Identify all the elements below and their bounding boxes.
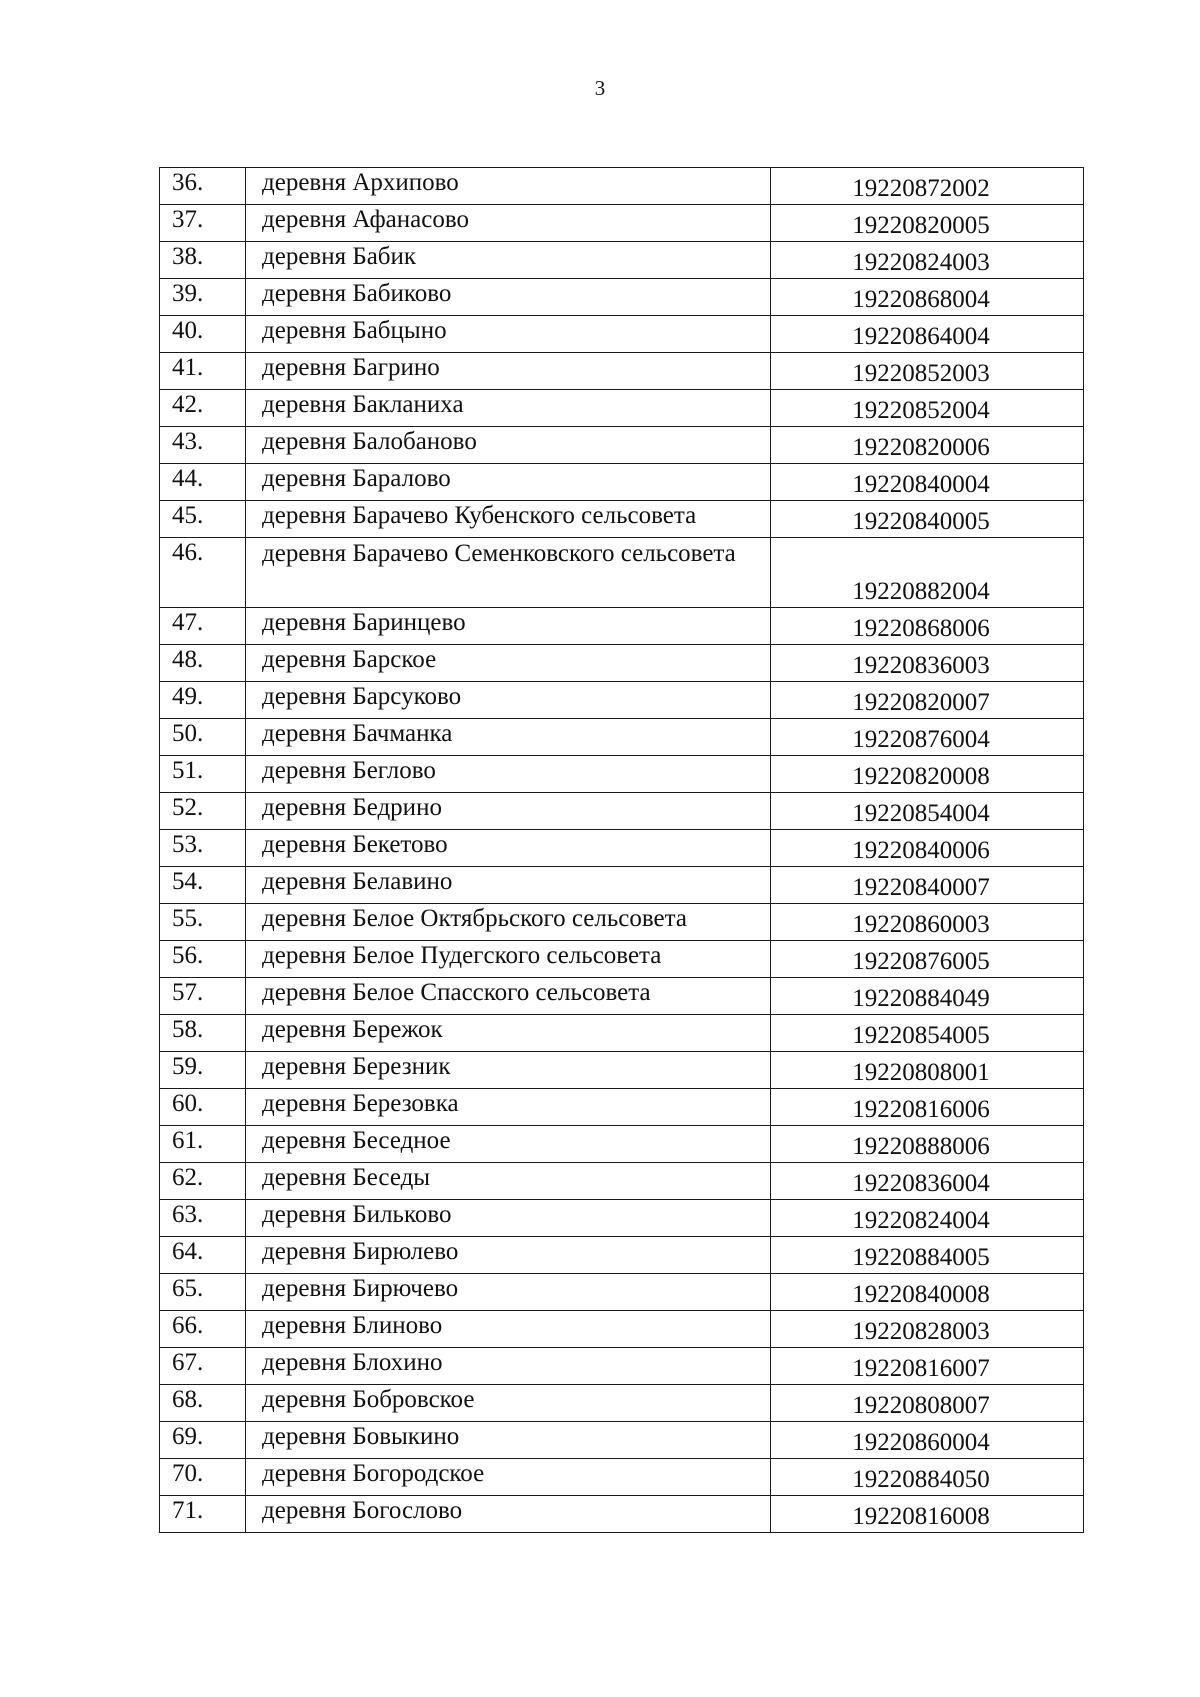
page-number: 3 <box>594 76 606 100</box>
okato-code-cell: 19220860003 <box>771 904 1084 941</box>
okato-code-cell: 19220840008 <box>771 1274 1084 1311</box>
table-row <box>160 756 1084 793</box>
settlement-name-cell: деревня Блохино <box>246 1348 771 1385</box>
settlement-name-cell: деревня Бабцыно <box>246 316 771 353</box>
table-row <box>160 242 1084 279</box>
settlement-name-cell: деревня Барсуково <box>246 682 771 719</box>
okato-code-cell: 19220854005 <box>771 1015 1084 1052</box>
row-number-cell: 59. <box>160 1052 246 1089</box>
row-number-cell: 63. <box>160 1200 246 1237</box>
row-number-cell: 42. <box>160 390 246 427</box>
row-number-cell: 66. <box>160 1311 246 1348</box>
settlement-name-cell: деревня Барское <box>246 645 771 682</box>
table-row <box>160 1459 1084 1496</box>
okato-code-cell: 19220884050 <box>771 1459 1084 1496</box>
table-row <box>160 867 1084 904</box>
table-row <box>160 1496 1084 1533</box>
table-row <box>160 279 1084 316</box>
row-number-cell: 40. <box>160 316 246 353</box>
okato-code-cell: 19220816008 <box>771 1496 1084 1533</box>
okato-code-cell: 19220820008 <box>771 756 1084 793</box>
settlement-table <box>159 167 1084 1533</box>
row-number-cell: 41. <box>160 353 246 390</box>
settlement-name-cell: деревня Богослово <box>246 1496 771 1533</box>
row-number-cell: 44. <box>160 464 246 501</box>
row-number-cell: 45. <box>160 501 246 538</box>
settlement-name-cell: деревня Бережок <box>246 1015 771 1052</box>
settlement-name-cell: деревня Бобровское <box>246 1385 771 1422</box>
settlement-name-cell: деревня Березовка <box>246 1089 771 1126</box>
row-number-cell: 46. <box>160 538 246 608</box>
row-number-cell: 60. <box>160 1089 246 1126</box>
row-number-cell: 68. <box>160 1385 246 1422</box>
okato-code-cell: 19220876004 <box>771 719 1084 756</box>
okato-code-cell: 19220824004 <box>771 1200 1084 1237</box>
row-number-cell: 52. <box>160 793 246 830</box>
table-row <box>160 427 1084 464</box>
okato-code-cell: 19220868004 <box>771 279 1084 316</box>
settlement-name-cell: деревня Бекетово <box>246 830 771 867</box>
table-row <box>160 464 1084 501</box>
settlement-name-cell: деревня Бачманка <box>246 719 771 756</box>
table-row <box>160 1422 1084 1459</box>
table-row <box>160 501 1084 538</box>
settlement-name-cell: деревня Беседное <box>246 1126 771 1163</box>
settlement-name-cell: деревня Белавино <box>246 867 771 904</box>
row-number-cell: 65. <box>160 1274 246 1311</box>
table-row <box>160 978 1084 1015</box>
row-number-cell: 58. <box>160 1015 246 1052</box>
okato-code-cell: 19220816006 <box>771 1089 1084 1126</box>
okato-code-cell: 19220884005 <box>771 1237 1084 1274</box>
okato-code-cell: 19220868006 <box>771 608 1084 645</box>
row-number-cell: 55. <box>160 904 246 941</box>
okato-code-cell: 19220840007 <box>771 867 1084 904</box>
okato-code-cell: 19220840005 <box>771 501 1084 538</box>
table-row <box>160 1052 1084 1089</box>
row-number-cell: 56. <box>160 941 246 978</box>
settlement-name-cell: деревня Блиново <box>246 1311 771 1348</box>
settlement-name-cell: деревня Бабиково <box>246 279 771 316</box>
table-row <box>160 316 1084 353</box>
okato-code-cell: 19220836003 <box>771 645 1084 682</box>
okato-code-cell: 19220854004 <box>771 793 1084 830</box>
row-number-cell: 51. <box>160 756 246 793</box>
row-number-cell: 67. <box>160 1348 246 1385</box>
okato-code-cell: 19220852004 <box>771 390 1084 427</box>
okato-code-cell: 19220852003 <box>771 353 1084 390</box>
row-number-cell: 38. <box>160 242 246 279</box>
row-number-cell: 48. <box>160 645 246 682</box>
row-number-cell: 39. <box>160 279 246 316</box>
table-row <box>160 1163 1084 1200</box>
okato-code-cell: 19220884049 <box>771 978 1084 1015</box>
settlement-name-cell: деревня Бабик <box>246 242 771 279</box>
okato-code-cell: 19220808007 <box>771 1385 1084 1422</box>
row-number-cell: 69. <box>160 1422 246 1459</box>
table-row <box>160 205 1084 242</box>
row-number-cell: 50. <box>160 719 246 756</box>
table-row <box>160 830 1084 867</box>
settlement-name-cell: деревня Бовыкино <box>246 1422 771 1459</box>
settlement-name-cell: деревня Бильково <box>246 1200 771 1237</box>
table-row <box>160 1348 1084 1385</box>
okato-code-cell: 19220888006 <box>771 1126 1084 1163</box>
settlement-name-cell: деревня Баралово <box>246 464 771 501</box>
row-number-cell: 37. <box>160 205 246 242</box>
settlement-name-cell: деревня Багрино <box>246 353 771 390</box>
settlement-name-cell: деревня Бирючево <box>246 1274 771 1311</box>
row-number-cell: 43. <box>160 427 246 464</box>
row-number-cell: 47. <box>160 608 246 645</box>
okato-code-cell: 19220824003 <box>771 242 1084 279</box>
settlement-name-cell: деревня Березник <box>246 1052 771 1089</box>
okato-code-cell: 19220860004 <box>771 1422 1084 1459</box>
okato-code-cell: 19220820006 <box>771 427 1084 464</box>
table-row <box>160 682 1084 719</box>
row-number-cell: 71. <box>160 1496 246 1533</box>
okato-code-cell: 19220820005 <box>771 205 1084 242</box>
okato-code-cell: 19220808001 <box>771 1052 1084 1089</box>
row-number-cell: 57. <box>160 978 246 1015</box>
table-row <box>160 353 1084 390</box>
row-number-cell: 64. <box>160 1237 246 1274</box>
okato-code-cell: 19220836004 <box>771 1163 1084 1200</box>
row-number-cell: 70. <box>160 1459 246 1496</box>
settlement-table-body <box>160 168 1084 1533</box>
table-row <box>160 1015 1084 1052</box>
okato-code-cell: 19220840004 <box>771 464 1084 501</box>
okato-code-cell: 19220828003 <box>771 1311 1084 1348</box>
table-row <box>160 1385 1084 1422</box>
okato-code-cell: 19220882004 <box>771 538 1084 608</box>
row-number-cell: 36. <box>160 168 246 205</box>
row-number-cell: 62. <box>160 1163 246 1200</box>
settlement-name-cell: деревня Балобаново <box>246 427 771 464</box>
okato-code-cell: 19220816007 <box>771 1348 1084 1385</box>
okato-code-cell: 19220840006 <box>771 830 1084 867</box>
settlement-name-cell: деревня Беседы <box>246 1163 771 1200</box>
okato-code-cell: 19220876005 <box>771 941 1084 978</box>
table-row <box>160 1311 1084 1348</box>
table-row <box>160 793 1084 830</box>
row-number-cell: 53. <box>160 830 246 867</box>
table-row <box>160 608 1084 645</box>
okato-code-cell: 19220864004 <box>771 316 1084 353</box>
table-row <box>160 1237 1084 1274</box>
table-row <box>160 390 1084 427</box>
settlement-name-cell: деревня Афанасово <box>246 205 771 242</box>
table-row <box>160 1126 1084 1163</box>
settlement-name-cell: деревня Белое Октябрьского сельсовета <box>246 904 771 941</box>
settlement-name-cell: деревня Бирюлево <box>246 1237 771 1274</box>
settlement-name-cell: деревня Барачево Кубенского сельсовета <box>246 501 771 538</box>
settlement-name-cell: деревня Бедрино <box>246 793 771 830</box>
row-number-cell: 61. <box>160 1126 246 1163</box>
table-row <box>160 1200 1084 1237</box>
table-row <box>160 904 1084 941</box>
settlement-name-cell: деревня Богородское <box>246 1459 771 1496</box>
table-row <box>160 168 1084 205</box>
table-row <box>160 1089 1084 1126</box>
row-number-cell: 49. <box>160 682 246 719</box>
settlement-name-cell: деревня Беглово <box>246 756 771 793</box>
table-row <box>160 941 1084 978</box>
okato-code-cell: 19220872002 <box>771 168 1084 205</box>
row-number-cell: 54. <box>160 867 246 904</box>
table-row <box>160 645 1084 682</box>
settlement-name-cell: деревня Бакланиха <box>246 390 771 427</box>
okato-code-cell: 19220820007 <box>771 682 1084 719</box>
settlement-name-cell: деревня Белое Пудегского сельсовета <box>246 941 771 978</box>
settlement-name-cell: деревня Архипово <box>246 168 771 205</box>
table-row <box>160 538 1084 608</box>
table-row <box>160 1274 1084 1311</box>
settlement-name-cell: деревня Барачево Семенковского сельсовета <box>246 538 771 608</box>
settlement-name-cell: деревня Баринцево <box>246 608 771 645</box>
settlement-name-cell: деревня Белое Спасского сельсовета <box>246 978 771 1015</box>
table-row <box>160 719 1084 756</box>
